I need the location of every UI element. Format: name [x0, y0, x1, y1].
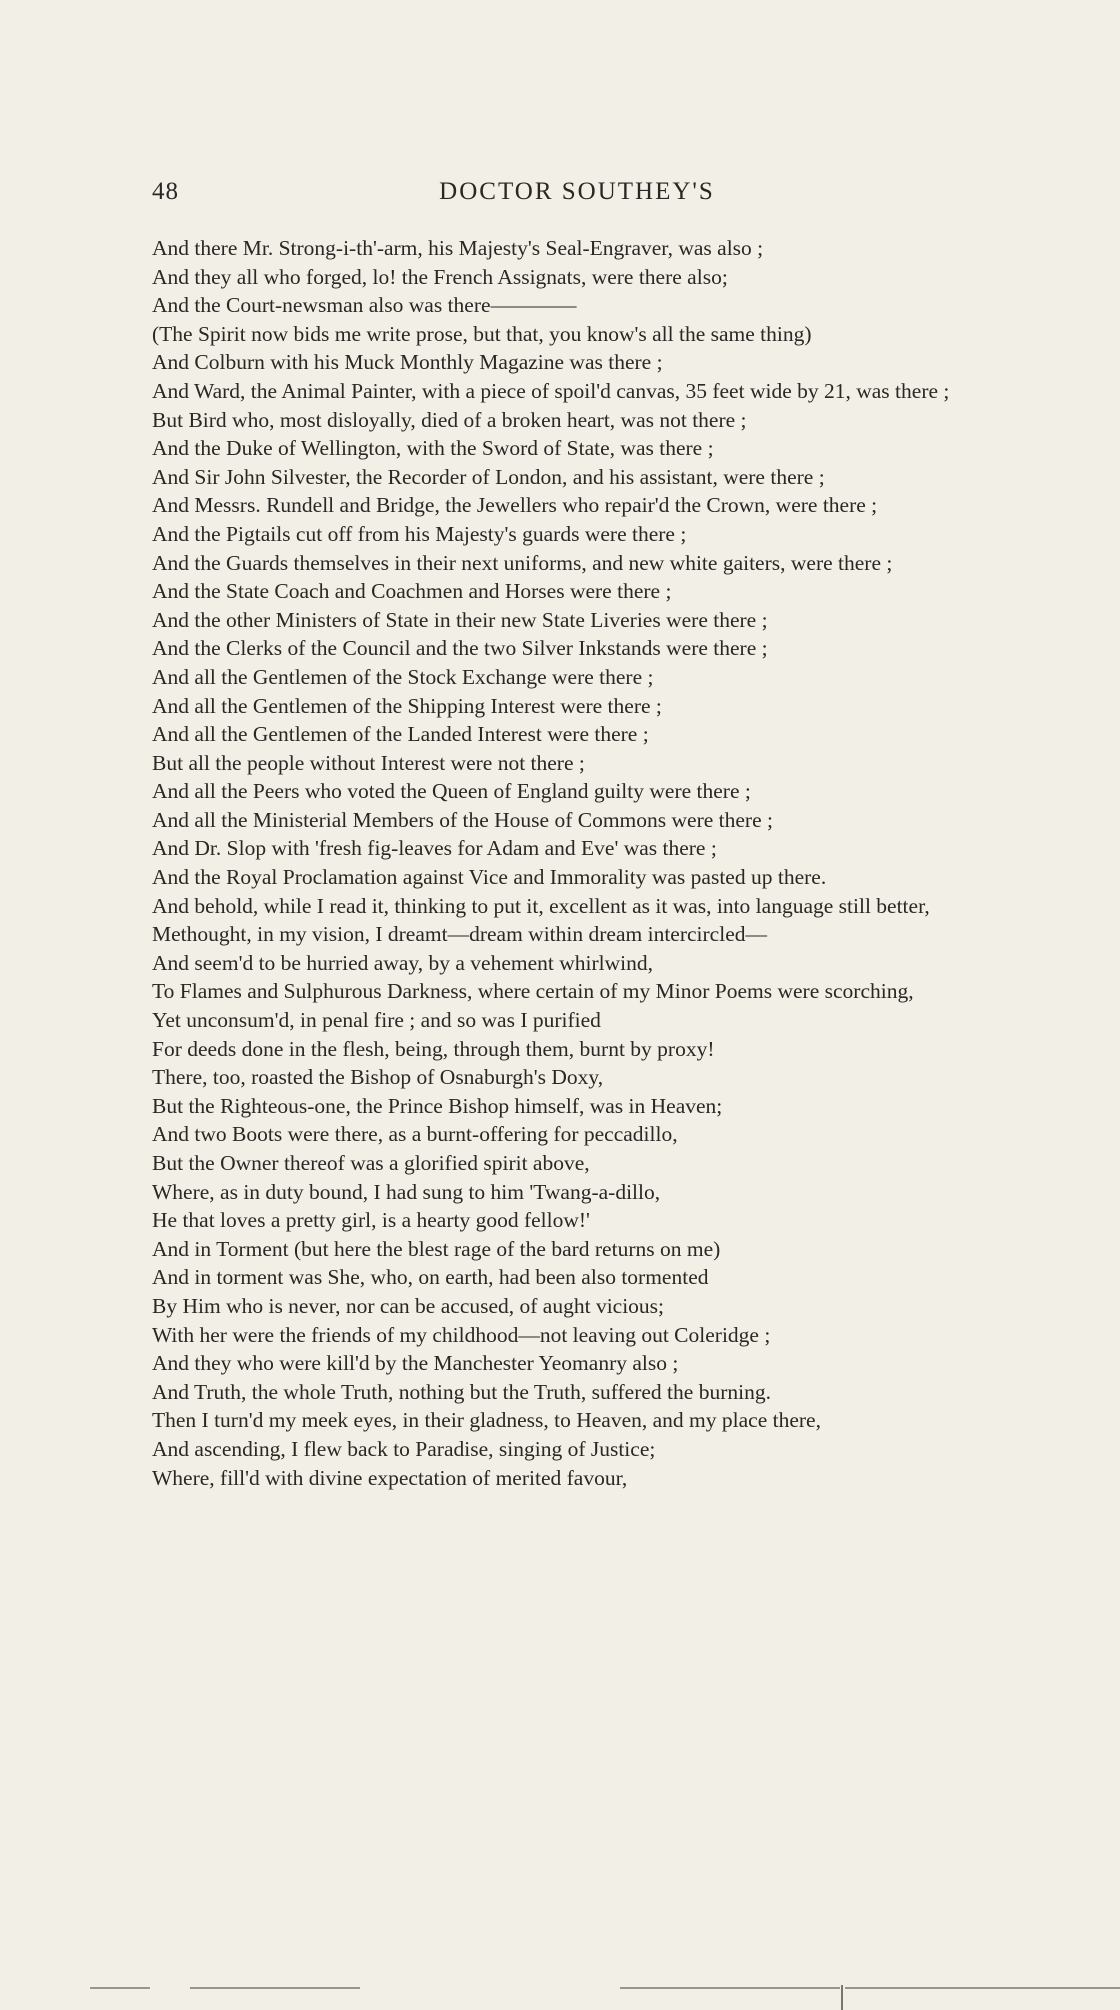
poem-line: And the Royal Proclamation against Vice and Immorality was pasted up there. [152, 865, 827, 890]
poem-line: And they all who forged, lo! the French Assignats, were there also; [152, 264, 728, 289]
poem-line: But the Owner thereof was a glorified spirit above, [152, 1151, 590, 1175]
poem-line: And behold, while I read it, thinking to put it, excellent as it was, into language still better, [152, 893, 930, 918]
poem-line: And the Court-newsman also was there———— [152, 293, 577, 318]
page-edge-rule [845, 1987, 1120, 1989]
poem-line: There, too, roasted the Bishop of Osnaburgh's Doxy, [152, 1065, 604, 1090]
poem-line: And the Clerks of the Council and the two Silver Inkstands were there ; [152, 636, 768, 661]
poem-line: And the Duke of Wellington, with the Sword of State, was there ; [152, 436, 714, 461]
page-edge-rule [190, 1987, 360, 1989]
page-edge-mark [841, 1985, 843, 2010]
poem-line: And the Pigtails cut off from his Majesty's guards were there ; [152, 521, 687, 546]
poem-line: With her were the friends of my childhood—not leaving out Coleridge ; [152, 1322, 771, 1347]
poem-line: And Truth, the whole Truth, nothing but the Truth, suffered the burning. [152, 1379, 771, 1404]
poem-line: And seem'd to be hurried away, by a vehement whirlwind, [152, 950, 654, 975]
poem-line: Yet unconsum'd, in penal fire ; and so was I purified [152, 1008, 601, 1033]
poem-line: And Messrs. Rundell and Bridge, the Jewellers who repair'd the Crown, were there ; [152, 493, 878, 518]
poem-line: And there Mr. Strong-i-th'-arm, his Majesty's Seal-Engraver, was also ; [152, 236, 764, 260]
poem-line: And in Torment (but here the blest rage of the bard returns on me) [152, 1236, 721, 1261]
poem-line: Where, fill'd with divine expectation of merited favour, [152, 1465, 628, 1490]
poem-line: And all the Peers who voted the Queen of England guilty were there ; [152, 779, 751, 804]
poem-line: And ascending, I flew back to Paradise, singing of Justice; [152, 1436, 656, 1461]
poem-line: And the Guards themselves in their next uniforms, and new white gaiters, were there ; [152, 550, 893, 575]
poem-line: But Bird who, most disloyally, died of a broken heart, was not there ; [152, 407, 747, 432]
poem-line: For deeds done in the flesh, being, through them, burnt by proxy! [152, 1036, 715, 1061]
poem-line: And Colburn with his Muck Monthly Magazine was there ; [152, 350, 663, 375]
poem-line: But the Righteous-one, the Prince Bishop himself, was in Heaven; [152, 1093, 723, 1118]
poem-line: He that loves a pretty girl, is a hearty good fellow!' [152, 1208, 590, 1233]
poem-line: By Him who is never, nor can be accused, of aught vicious; [152, 1293, 665, 1318]
page-number: 48 [152, 178, 179, 205]
page-edge-rule [620, 1987, 840, 1989]
poem-line: And the State Coach and Coachmen and Horses were there ; [152, 579, 672, 604]
poem-line: And all the Ministerial Members of the House of Commons were there ; [152, 807, 773, 832]
poem-line: And they who were kill'd by the Manchester Yeomanry also ; [152, 1351, 679, 1376]
poem-line: But all the people without Interest were not there ; [152, 750, 585, 775]
poem-text [152, 234, 1000, 1492]
poem-line: Where, as in duty bound, I had sung to him 'Twang-a-dillo, [152, 1179, 661, 1204]
page-edge-rule [90, 1987, 150, 1989]
poem-line: And Sir John Silvester, the Recorder of London, and his assistant, were there ; [152, 464, 825, 489]
poem-line: And all the Gentlemen of the Stock Exchange were there ; [152, 664, 654, 689]
poem-line: Then I turn'd my meek eyes, in their gladness, to Heaven, and my place there, [152, 1408, 821, 1433]
poem-line: To Flames and Sulphurous Darkness, where certain of my Minor Poems were scorching, [152, 979, 914, 1004]
running-head: DOCTOR SOUTHEY'S [439, 178, 715, 205]
poem-line: Methought, in my vision, I dreamt—dream within dream intercircled— [152, 922, 767, 947]
poem-line: And the other Ministers of State in their new State Liveries were there ; [152, 607, 768, 632]
poem-line: And two Boots were there, as a burnt-offering for peccadillo, [152, 1122, 678, 1147]
poem-line: And Ward, the Animal Painter, with a piece of spoil'd canvas, 35 feet wide by 21, was there ; [152, 378, 950, 403]
page-header [152, 178, 1002, 218]
poem-line: And all the Gentlemen of the Shipping Interest were there ; [152, 693, 662, 718]
poem-line: And all the Gentlemen of the Landed Interest were there ; [152, 722, 649, 747]
poem-line: (The Spirit now bids me write prose, but that, you know's all the same thing) [152, 321, 812, 346]
poem-line: And in torment was She, who, on earth, had been also tormented [152, 1265, 709, 1290]
poem-line: And Dr. Slop with 'fresh fig-leaves for Adam and Eve' was there ; [152, 836, 717, 861]
